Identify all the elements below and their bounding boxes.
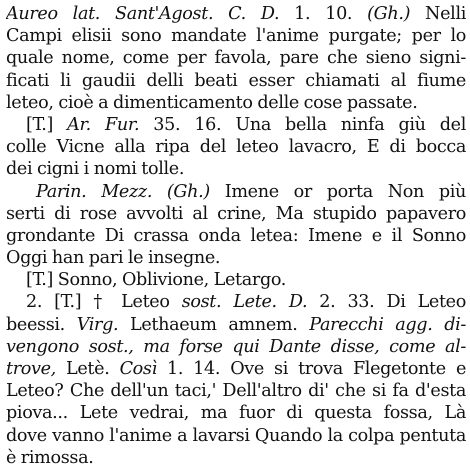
text-span: trove, — [6, 359, 56, 379]
text-line — [6, 136, 466, 158]
text-line — [6, 3, 466, 25]
text-line — [6, 114, 466, 136]
text-span: 2. 33. Di Leteo — [307, 292, 466, 313]
text-line — [6, 425, 466, 447]
text-line — [6, 402, 466, 424]
text-span: sost. Lete. D. — [181, 292, 308, 313]
text-line — [6, 158, 466, 180]
text-line — [6, 25, 466, 47]
text-span: Imene or porta Non più — [209, 181, 466, 202]
text-line — [6, 336, 466, 358]
text-span: 1. 14. Ove si trova Flegetonte e — [156, 359, 466, 379]
text-span: Aureo lat. Sant'Agost. C. D. — [6, 4, 295, 24]
text-line — [6, 447, 466, 469]
text-span: 2. [T.] † Leteo — [26, 292, 182, 313]
text-span: Leteo? Che dell'un taci,' Dell'altro di' che si fa d'esta — [6, 381, 466, 402]
text-span: Così — [119, 359, 157, 379]
text-span: Letè. — [55, 359, 120, 379]
text-span: Parecchi agg. di- — [309, 314, 466, 335]
text-line — [6, 269, 466, 291]
text-span: vengono sost., ma forse qui Dante disse, come al- — [6, 336, 466, 357]
text-span: piova... Lete vedrai, ma fuor di questa fossa, Là — [6, 403, 466, 424]
text-line — [6, 225, 466, 247]
text-line — [6, 70, 466, 92]
text-line — [6, 291, 466, 313]
text-span: Oggi han pari le insegne. — [6, 248, 221, 269]
text-span: Nelli — [410, 4, 466, 24]
text-span: (Gh.) — [367, 4, 411, 24]
text-span: dove vanno l'anime a lavarsi Quando la colpa pentuta — [6, 425, 466, 446]
text-span: beessi. — [6, 314, 77, 335]
text-line — [6, 203, 466, 225]
text-span: Lethaeum amnem. — [118, 314, 310, 335]
text-line — [6, 247, 466, 269]
text-span: [T.] — [26, 114, 68, 135]
text-line — [6, 314, 466, 336]
text-line — [6, 358, 466, 380]
text-span: 1. 10. — [294, 4, 368, 24]
text-line — [6, 380, 466, 402]
text-span: 35. 16. Una bella ninfa giù del — [139, 114, 466, 135]
text-span: leteo, cioè a dimenticamento delle cose passate. — [6, 92, 418, 113]
text-span: è rimossa. — [6, 447, 94, 468]
text-line — [6, 47, 466, 69]
text-span: ficati li gaudii delli beati esser chiamati al fiume — [6, 70, 466, 91]
text-span: dei cigni i nomi tolle. — [6, 159, 185, 180]
text-span: colle Vicne alla ripa del leteo lavacro, E di bocca — [6, 137, 466, 158]
text-span: quale nome, come per favola, pare che sieno signi- — [6, 48, 466, 69]
text-span: serti di rose avvolti al crine, Ma stupido papavero — [6, 203, 466, 224]
text-span: Parin. Mezz. (Gh.) — [36, 181, 210, 202]
text-line — [6, 181, 466, 203]
text-span: [T.] Sonno, Oblivione, Letargo. — [26, 270, 287, 291]
text-span: Virg. — [76, 314, 119, 335]
text-span: Ar. Fur. — [67, 114, 140, 135]
text-span: Campi elisii sono mandate l'anime purgate; per lo — [6, 26, 466, 47]
text-span: grondante Di crassa onda letea: Imene e il Sonno — [6, 225, 466, 246]
text-line — [6, 92, 466, 114]
